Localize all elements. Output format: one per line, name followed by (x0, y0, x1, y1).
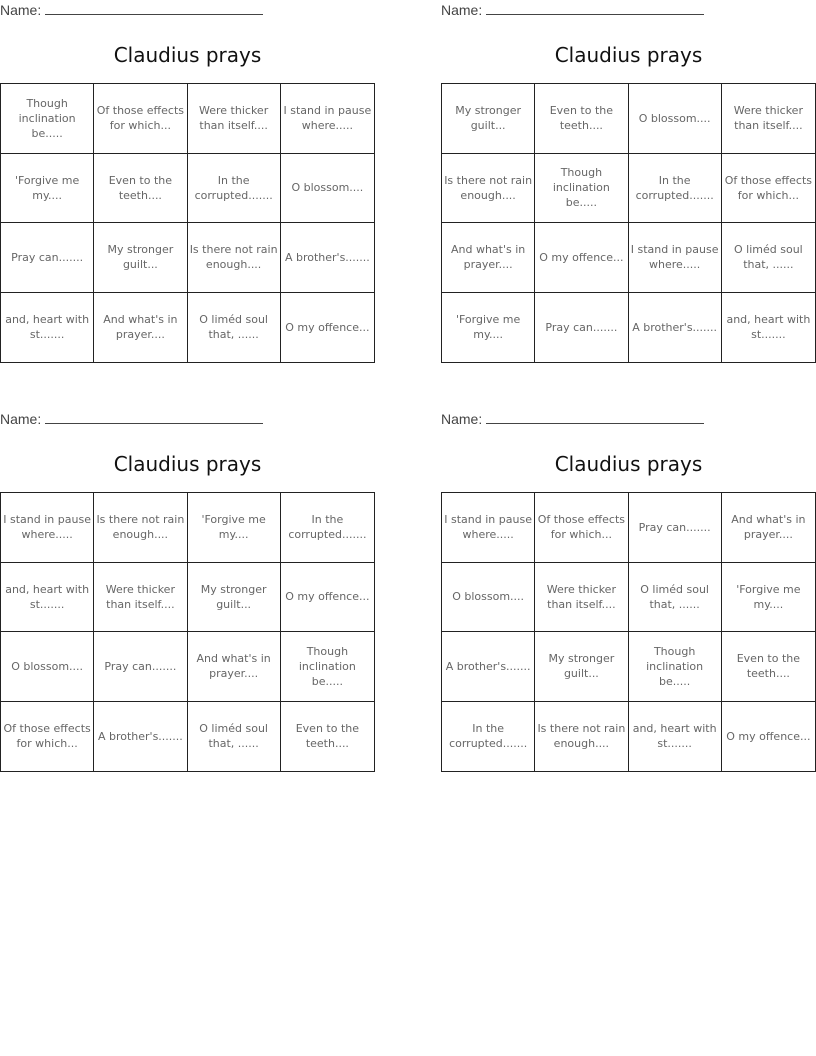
grid-cell: My stronger guilt... (442, 84, 535, 154)
grid-cell: Of those effects for which... (94, 84, 187, 154)
grid-cell: Even to the teeth.... (535, 84, 628, 154)
grid-cell: Of those effects for which... (722, 154, 815, 224)
grid-cell: Is there not rain enough.... (94, 493, 187, 563)
name-blank-line[interactable] (45, 411, 263, 424)
grid-cell: Pray can....... (1, 223, 94, 293)
grid-cell: And what's in prayer.... (442, 223, 535, 293)
bingo-card-4 (441, 409, 816, 774)
grid-cell: A brother's....... (281, 223, 374, 293)
grid-cell: and, heart with st....... (629, 702, 722, 772)
grid-cell: Were thicker than itself.... (94, 563, 187, 633)
grid-cell: O blossom.... (281, 154, 374, 224)
grid-cell: Even to the teeth.... (94, 154, 187, 224)
grid-cell: And what's in prayer.... (94, 293, 187, 363)
grid-cell: O liméd soul that, ...... (188, 293, 281, 363)
grid-cell: O my offence... (726, 729, 811, 743)
grid-cell: A brother's....... (442, 632, 535, 702)
grid-cell: Is there not rain enough.... (442, 154, 535, 224)
grid-cell: O blossom.... (442, 563, 535, 633)
grid-cell: 'Forgive me my.... (188, 493, 281, 563)
grid-cell: Of those effects for which... (535, 493, 628, 563)
grid-cell: O my offence... (281, 563, 374, 633)
grid-cell: In the corrupted....... (188, 154, 281, 224)
name-field (441, 411, 704, 427)
grid-cell: I stand in pause where..... (442, 493, 535, 563)
grid-cell: O blossom.... (629, 84, 722, 154)
bingo-card-1 (0, 0, 375, 365)
name-blank-line[interactable] (486, 411, 704, 424)
grid-cell: A brother's....... (629, 293, 722, 363)
bingo-card-2 (441, 0, 816, 365)
name-label: Name: (0, 2, 42, 18)
grid-cell: I stand in pause where..... (629, 223, 722, 293)
grid-cell: Though inclination be..... (535, 154, 628, 224)
grid-cell: O liméd soul that, ...... (188, 702, 281, 772)
grid-cell: And what's in prayer.... (722, 493, 815, 563)
grid-cell: Is there not rain enough.... (188, 223, 281, 293)
bingo-grid (441, 83, 816, 363)
grid-cell: Were thicker than itself.... (535, 563, 628, 633)
bingo-card-3 (0, 409, 375, 774)
grid-cell: I stand in pause where..... (1, 493, 94, 563)
grid-cell: In the corrupted....... (281, 493, 374, 563)
grid-cell: and, heart with st....... (726, 313, 811, 342)
card-title: Claudius prays (113, 452, 262, 476)
name-blank-line[interactable] (45, 2, 263, 15)
grid-cell: And what's in prayer.... (188, 632, 281, 702)
grid-cell: Though inclination be..... (629, 632, 722, 702)
grid-cell: Were thicker than itself.... (722, 84, 815, 154)
name-field (0, 411, 263, 427)
grid-cell: Even to the teeth.... (295, 722, 360, 751)
card-title: Claudius prays (554, 452, 703, 476)
grid-cell: My stronger guilt... (188, 563, 281, 633)
grid-cell: Even to the teeth.... (722, 632, 815, 702)
bingo-grid (0, 492, 375, 772)
name-label: Name: (0, 411, 42, 427)
name-label: Name: (441, 2, 483, 18)
grid-cell: In the corrupted....... (629, 154, 722, 224)
name-blank-line[interactable] (486, 2, 704, 15)
grid-cell: O liméd soul that, ...... (629, 563, 722, 633)
grid-cell: 'Forgive me my.... (442, 293, 535, 363)
grid-cell: A brother's....... (94, 702, 187, 772)
grid-cell: Though inclination be..... (1, 84, 94, 154)
grid-cell: I stand in pause where..... (281, 84, 374, 154)
grid-cell: 'Forgive me my.... (1, 154, 94, 224)
card-title: Claudius prays (554, 43, 703, 67)
grid-cell: Though inclination be..... (281, 632, 374, 702)
grid-cell: In the corrupted....... (442, 702, 535, 772)
card-title: Claudius prays (113, 43, 262, 67)
name-field (0, 2, 263, 18)
grid-cell: Pray can....... (629, 493, 722, 563)
bingo-grid (0, 83, 375, 363)
grid-cell: O my offence... (285, 320, 370, 334)
grid-cell: My stronger guilt... (535, 632, 628, 702)
name-label: Name: (441, 411, 483, 427)
grid-cell: Pray can....... (535, 293, 628, 363)
grid-cell: O liméd soul that, ...... (722, 223, 815, 293)
grid-cell: Were thicker than itself.... (188, 84, 281, 154)
bingo-grid (441, 492, 816, 772)
grid-cell: O my offence... (535, 223, 628, 293)
grid-cell: Of those effects for which... (1, 702, 94, 772)
grid-cell: O blossom.... (1, 632, 94, 702)
name-field (441, 2, 704, 18)
grid-cell: My stronger guilt... (94, 223, 187, 293)
grid-cell: 'Forgive me my.... (722, 563, 815, 633)
grid-cell: Pray can....... (94, 632, 187, 702)
grid-cell: and, heart with st....... (1, 563, 94, 633)
grid-cell: Is there not rain enough.... (535, 702, 628, 772)
grid-cell: and, heart with st....... (1, 293, 94, 363)
